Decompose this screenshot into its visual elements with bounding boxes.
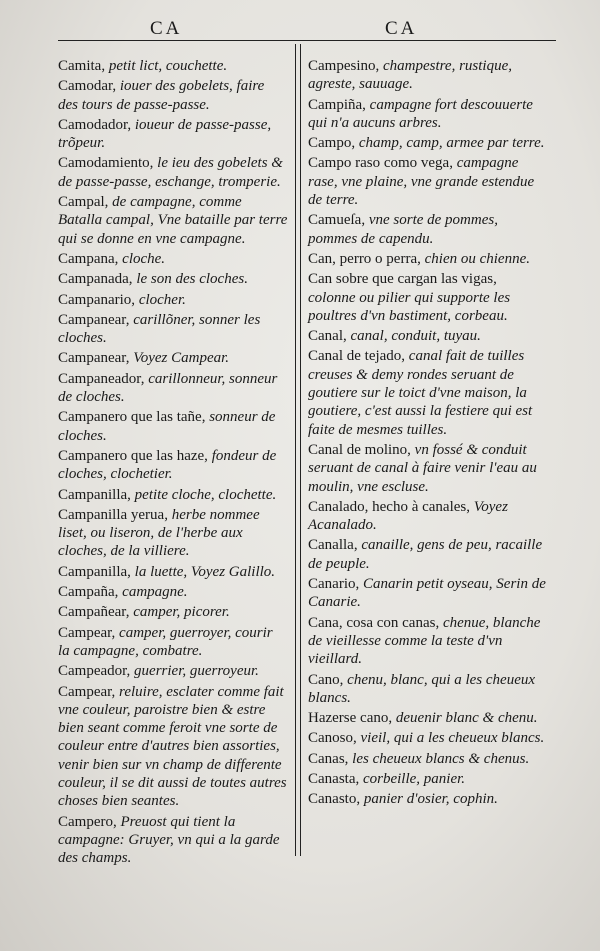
definition: Voyez Campear. (133, 350, 230, 367)
headword: Campanario, (58, 291, 136, 308)
headword: Camodamiento, (58, 155, 154, 172)
headword: Campo raso como vega, (308, 155, 453, 172)
dictionary-entry (58, 57, 288, 75)
definition: vn fossé & conduit seruant de canal à faire venir l'eau au moulin, vne escluse. (308, 441, 537, 495)
definition: campagne rase, vne plaine, vne grande estendue de terre. (308, 155, 535, 209)
headword: Cano, (308, 671, 344, 688)
definition: petite cloche, clochette. (134, 486, 277, 503)
definition: campagne. (122, 584, 188, 601)
dictionary-entry (58, 486, 288, 504)
dictionary-entry (58, 683, 288, 811)
dictionary-entry (58, 250, 288, 268)
dictionary-entry (58, 506, 288, 561)
definition: le son des cloches. (136, 271, 248, 288)
headword: Campañear, (58, 604, 130, 621)
definition: chenue, blanche de vieillesse comme la teste d'vn vieillard. (308, 614, 541, 668)
headword: Camita, (58, 58, 106, 74)
dictionary-entry (58, 270, 288, 288)
headword: Canasta, (308, 770, 360, 787)
headword: Camodador, (58, 116, 132, 133)
dictionary-entry (58, 813, 288, 868)
definition: clocher. (138, 291, 186, 308)
definition: la luette, Voyez Galillo. (134, 563, 276, 580)
right-column (308, 57, 546, 811)
definition: fondeur de cloches, clochetier. (58, 447, 277, 483)
definition: iouer des gobelets, faire des tours de passe-passe. (58, 78, 265, 113)
definition: sonneur de cloches. (58, 409, 276, 444)
headword: Campanilla, (58, 563, 131, 580)
dictionary-entry (58, 563, 288, 581)
definition: deuenir blanc & chenu. (395, 710, 538, 727)
dictionary-entry (58, 311, 288, 348)
headword: Camueſa, (308, 212, 366, 229)
dictionary-entry (308, 250, 546, 268)
headword: Campear, (58, 624, 116, 641)
dictionary-entry (308, 770, 546, 788)
definition: canal fait de tuilles creuses & demy rondes seruant de goutiere sur le toict d'vne maison, la goutiere, c'est aussi la festiere qui est faite de mesmes tuilles. (308, 348, 533, 438)
dictionary-entry (308, 154, 546, 209)
headword: Campanilla, (58, 486, 131, 503)
dictionary-entry (308, 536, 546, 573)
dictionary-entry (308, 614, 546, 669)
definition: campagne fort descouuerte qui n'a aucuns arbres. (308, 96, 533, 131)
headword: Campero, (58, 813, 117, 830)
headword: Campiña, (308, 96, 366, 113)
headword: Cana, cosa con canas, (308, 614, 440, 631)
definition: panier d'osier, cophin. (363, 791, 498, 808)
headword: Canalla, (308, 537, 358, 554)
headword: Campaneador, (58, 370, 145, 387)
definition: corbeille, panier. (362, 770, 466, 787)
definition: petit lict, couchette. (108, 58, 228, 74)
definition: vne sorte de pommes, pommes de capendu. (308, 212, 498, 247)
headword: Campanear, (58, 311, 130, 328)
definition: de campagne, comme Batalla campal, Vne bataille par terre qui se donne en vne campagne. (58, 194, 288, 247)
dictionary-entry (308, 498, 546, 535)
dictionary-entry (58, 370, 288, 407)
headword: Can sobre que cargan las vigas, (308, 271, 497, 288)
definition: carillonneur, sonneur de cloches. (58, 370, 278, 406)
dictionary-entry (58, 116, 288, 153)
definition: reluire, esclater comme fait vne couleur, paroistre bien & estre bien seant comme feroit vne sorte de couleur entre d'autres bien assorties, venir bien sur vn champ de differente couleur, il se dit aussi de toutes autres choses bien seantes. (58, 683, 287, 810)
headword: Canas, (308, 750, 349, 767)
headword: Canal, (308, 328, 347, 345)
dictionary-entry (58, 447, 288, 484)
headword: Campanero que las haze, (58, 447, 208, 464)
dictionary-entry (308, 134, 546, 152)
dictionary-entry (308, 671, 546, 708)
dictionary-entry (58, 583, 288, 601)
definition: chenu, blanc, qui a les cheueux blancs. (308, 671, 536, 706)
headword: Campear, (58, 683, 116, 700)
headword: Campeador, (58, 663, 131, 680)
definition: carillõner, sonner les cloches. (58, 311, 261, 347)
dictionary-entry (308, 211, 546, 248)
definition: herbe nommee liset, ou liseron, de l'herbe aux cloches, de la villiere. (58, 506, 260, 560)
headword: Campana, (58, 250, 119, 267)
dictionary-entry (58, 408, 288, 445)
dictionary-entry (308, 729, 546, 747)
headword: Campanada, (58, 271, 133, 288)
dictionary-entry (58, 291, 288, 309)
headword: Campaña, (58, 584, 119, 601)
running-head-left: CA (150, 18, 183, 39)
left-column (58, 57, 288, 869)
definition: canal, conduit, tuyau. (350, 328, 481, 345)
dictionary-entry (308, 96, 546, 133)
dictionary-entry (58, 603, 288, 621)
definition: chien ou chienne. (424, 250, 530, 267)
definition: ioueur de passe-passe, trõpeur. (58, 116, 272, 152)
headword: Canal de molino, (308, 441, 411, 458)
dictionary-entry (58, 662, 288, 680)
dictionary-entry (308, 327, 546, 345)
dictionary-entry (308, 270, 546, 325)
definition: les cheueux blancs & chenus. (352, 750, 530, 767)
headword: Canoso, (308, 730, 357, 747)
headword: Hazerse cano, (308, 710, 393, 727)
headword: Canario, (308, 576, 360, 593)
definition: canaille, gens de peu, racaille de peuple. (308, 537, 543, 572)
definition: Voyez Acanalado. (308, 498, 508, 534)
header-rule (58, 40, 556, 41)
dictionary-entry (308, 347, 546, 438)
definition: colonne ou pilier qui supporte les poultres d'vn bastiment, corbeau. (308, 289, 511, 324)
headword: Canal de tejado, (308, 348, 406, 365)
column-divider (300, 44, 301, 856)
headword: Campanear, (58, 350, 130, 367)
dictionary-entry (58, 193, 288, 248)
headword: Canasto, (308, 791, 361, 808)
definition: Canarin petit oyseau, Serin de Canarie. (308, 576, 546, 611)
dictionary-entry (308, 709, 546, 727)
definition: camper, picorer. (133, 604, 230, 621)
headword: Campanilla yerua, (58, 506, 168, 523)
dictionary-entry (58, 624, 288, 661)
dictionary-entry (308, 750, 546, 768)
dictionary-entry (58, 154, 288, 191)
definition: Preuost qui tient la campagne: Gruyer, vn qui a la garde des champs. (58, 813, 280, 867)
headword: Can, perro o perra, (308, 250, 421, 267)
column-divider (295, 44, 296, 856)
dictionary-entry (308, 790, 546, 808)
dictionary-entry (308, 575, 546, 612)
headword: Campal, (58, 194, 109, 211)
dictionary-entry (58, 349, 288, 367)
dictionary-entry (58, 77, 288, 114)
definition: champestre, rustique, agreste, sauuage. (308, 58, 513, 93)
definition: cloche. (122, 250, 166, 267)
definition: vieil, qui a les cheueux blancs. (360, 730, 545, 747)
headword: Campanero que las tañe, (58, 409, 206, 426)
definition: le ieu des gobelets & de passe-passe, eschange, tromperie. (58, 155, 283, 190)
dictionary-entry (308, 441, 546, 496)
headword: Camodar, (58, 78, 117, 95)
definition: camper, guerroyer, courir la campagne, combatre. (58, 624, 273, 659)
definition: champ, camp, armee par terre. (358, 135, 545, 152)
definition: guerrier, guerroyeur. (134, 663, 259, 680)
running-head-right: CA (385, 18, 418, 39)
dictionary-entry (308, 57, 546, 94)
headword: Campo, (308, 135, 356, 152)
headword: Canalado, hecho à canales, (308, 498, 471, 515)
headword: Campesino, (308, 58, 380, 74)
